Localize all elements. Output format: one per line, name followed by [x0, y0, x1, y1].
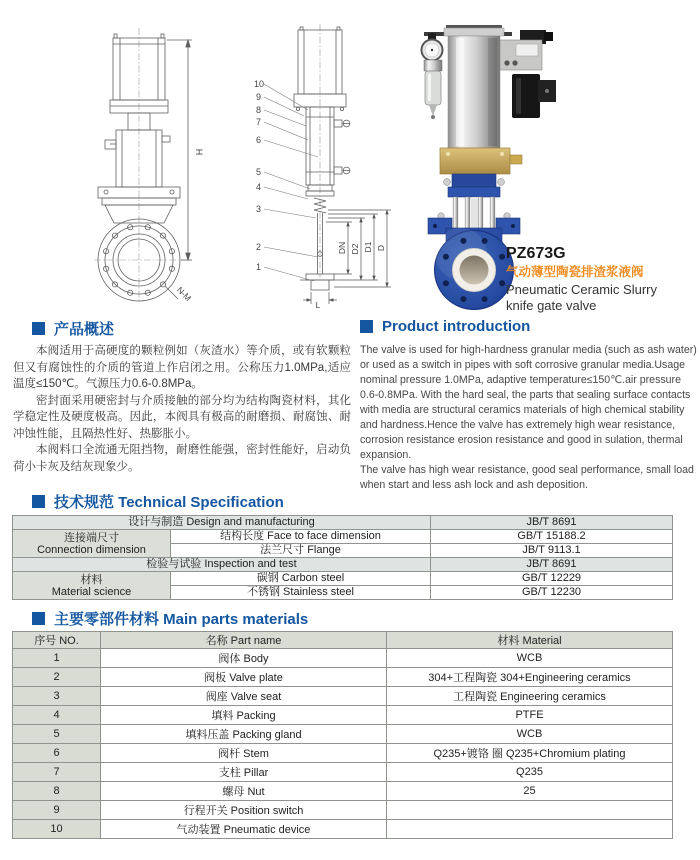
part-no: 7: [13, 763, 101, 782]
introduction-paragraph: The valve is used for high-hardness granular media (such as ash water) or used as a switch in pipes with soft corrosive granular media.Usage nominal pressure 1.0MPa, adaptive temperature≤150℃.air pressure 0.6-0.8MPa. With the hard seal, the parts that sealing surface contacts with media are structural ceramics materials of high chemical stability and hardness.Hence the valve has extremely high wear resistance, corrosion resistance erosion resistance and good in sulation, thermal expansion.: [360, 344, 697, 461]
materials-table: [12, 631, 673, 839]
spec-label: 不锈钢 Stainless steel: [171, 586, 431, 600]
spec-group-cn: 连接端尺寸: [64, 531, 119, 544]
product-name-cn: 气动薄型陶瓷排渣浆液阀: [506, 265, 644, 279]
col-header-no: 序号 NO.: [13, 632, 101, 649]
svg-text:2: 2: [256, 242, 262, 252]
side-view-drawing: [248, 22, 398, 310]
section-bullet-icon: [32, 495, 45, 508]
table-row: [13, 744, 673, 763]
table-row: [13, 530, 673, 544]
spec-group-en: Material science: [51, 585, 132, 598]
part-material: [387, 820, 673, 839]
part-no: 8: [13, 782, 101, 801]
svg-text:DN: DN: [337, 241, 347, 255]
part-name: 阀座 Valve seat: [101, 687, 387, 706]
part-name: 螺母 Nut: [101, 782, 387, 801]
section-bullet-icon: [360, 320, 373, 333]
table-row: [13, 706, 673, 725]
spec-label: 法兰尺寸 Flange: [171, 544, 431, 558]
table-row: [13, 558, 673, 572]
part-numbers: [254, 79, 264, 272]
spec-group: [13, 572, 171, 600]
svg-text:10: 10: [254, 79, 265, 89]
spec-label: 结构长度 Face to face dimension: [171, 530, 431, 544]
svg-text:3: 3: [256, 204, 262, 214]
dimension-labels: [316, 241, 386, 310]
part-material: 304+工程陶瓷 304+Engineering ceramics: [387, 668, 673, 687]
section-header-spec: [32, 491, 284, 512]
part-no: 5: [13, 725, 101, 744]
svg-text:D1: D1: [363, 241, 373, 253]
part-material: [387, 801, 673, 820]
part-no: 2: [13, 668, 101, 687]
svg-text:7: 7: [256, 117, 262, 127]
dim-h-label: H: [194, 148, 204, 156]
introduction-body: [360, 343, 698, 493]
spec-value: GB/T 15188.2: [431, 530, 673, 544]
part-name: 阀杆 Stem: [101, 744, 387, 763]
spec-value: JB/T 8691: [431, 558, 673, 572]
svg-text:9: 9: [256, 92, 262, 102]
part-name: 支柱 Pillar: [101, 763, 387, 782]
table-row: [13, 725, 673, 744]
svg-text:L: L: [315, 300, 321, 310]
section-header-introduction: [360, 318, 530, 335]
spec-group-en: Connection dimension: [37, 543, 146, 556]
part-material: Q235: [387, 763, 673, 782]
section-header-overview: [32, 318, 114, 339]
overview-paragraph: 本阀料口全流通无阻挡物，耐磨性能强，密封性能好，启动负荷小卡灰及结灰现象少。: [13, 444, 351, 473]
spec-label: 检验与试验 Inspection and test: [13, 558, 431, 572]
col-header-name: 名称 Part name: [101, 632, 387, 649]
table-row: [13, 687, 673, 706]
spec-group: [13, 530, 171, 558]
part-name: 行程开关 Position switch: [101, 801, 387, 820]
part-material: PTFE: [387, 706, 673, 725]
air-filter-regulator: [422, 33, 443, 119]
part-material: 25: [387, 782, 673, 801]
svg-text:8: 8: [256, 105, 262, 115]
spec-value: JB/T 9113.1: [431, 544, 673, 558]
product-name-en: Pneumatic Ceramic Slurry knife gate valve: [506, 282, 657, 313]
section-header-materials: [32, 608, 308, 629]
section-title: Product introduction: [382, 318, 531, 335]
part-material: WCB: [387, 725, 673, 744]
section-title: 主要零部件材料 Main parts materials: [54, 611, 309, 628]
valve-bore: [460, 256, 489, 285]
col-header-material: 材料 Material: [387, 632, 673, 649]
part-name: 阀体 Body: [101, 649, 387, 668]
part-no: 1: [13, 649, 101, 668]
spec-label: 碳钢 Carbon steel: [171, 572, 431, 586]
table-row: [13, 516, 673, 530]
svg-text:D2: D2: [350, 243, 360, 255]
table-row: [13, 649, 673, 668]
table-header-row: [13, 632, 673, 649]
solenoid-valve: [500, 30, 556, 118]
table-row: [13, 820, 673, 839]
part-name: 阀板 Valve plate: [101, 668, 387, 687]
part-no: 9: [13, 801, 101, 820]
svg-text:4: 4: [256, 182, 262, 192]
part-name: 填料压盖 Packing gland: [101, 725, 387, 744]
spec-label: 设计与制造 Design and manufacturing: [13, 516, 431, 530]
svg-text:1: 1: [256, 262, 262, 272]
part-no: 4: [13, 706, 101, 725]
part-no: 10: [13, 820, 101, 839]
dimension-H: [167, 40, 192, 260]
section-bullet-icon: [32, 612, 45, 625]
table-row: [13, 668, 673, 687]
spec-value: GB/T 12229: [431, 572, 673, 586]
section-title: 产品概述: [54, 321, 115, 338]
introduction-paragraph: The valve has high wear resistance, good seal performance, small load when start and less ash lock and ash deposition.: [360, 464, 694, 491]
product-model: PZ673G: [506, 245, 566, 262]
spec-table: [12, 515, 673, 600]
svg-text:6: 6: [256, 135, 262, 145]
table-row: [13, 763, 673, 782]
pneumatic-cylinder: [444, 25, 504, 148]
overview-body: [13, 343, 351, 475]
overview-paragraph: 本阀适用于高硬度的颗粒例如（灰渣水）等介质，或有软颗粒但又有腐蚀性的介质的管道上作启闭之用。公称压力1.0MPa,适应温度≤150℃。气源压力0.6-0.8MPa。: [13, 345, 351, 390]
spec-value: GB/T 12230: [431, 586, 673, 600]
table-row: [13, 782, 673, 801]
svg-text:5: 5: [256, 167, 262, 177]
overview-paragraph: 密封面采用硬密封与介质接触的部分均为结构陶瓷材料，其化学稳定性及硬度极高。因此，本阀具有极高的耐磨损、耐腐蚀、耐冲蚀性能，且隔热性好、热膨胀小。: [13, 394, 351, 440]
part-material: 工程陶瓷 Engineering ceramics: [387, 687, 673, 706]
table-row: [13, 801, 673, 820]
front-view-drawing: [85, 24, 210, 306]
product-title-block: [506, 245, 676, 314]
part-name: 气动装置 Pneumatic device: [101, 820, 387, 839]
part-material: Q235+镀铬 圈 Q235+Chromium plating: [387, 744, 673, 763]
part-no: 3: [13, 687, 101, 706]
part-no: 6: [13, 744, 101, 763]
spec-group-cn: 材料: [80, 573, 103, 586]
section-title: 技术规范 Technical Specification: [54, 494, 284, 511]
spec-value: JB/T 8691: [431, 516, 673, 530]
cylinder-base-block: [440, 148, 522, 174]
dim-nm-label: N-M: [174, 284, 194, 304]
part-material: WCB: [387, 649, 673, 668]
table-row: [13, 572, 673, 586]
part-name: 填料 Packing: [101, 706, 387, 725]
section-bullet-icon: [32, 322, 45, 335]
svg-text:D: D: [376, 244, 386, 252]
